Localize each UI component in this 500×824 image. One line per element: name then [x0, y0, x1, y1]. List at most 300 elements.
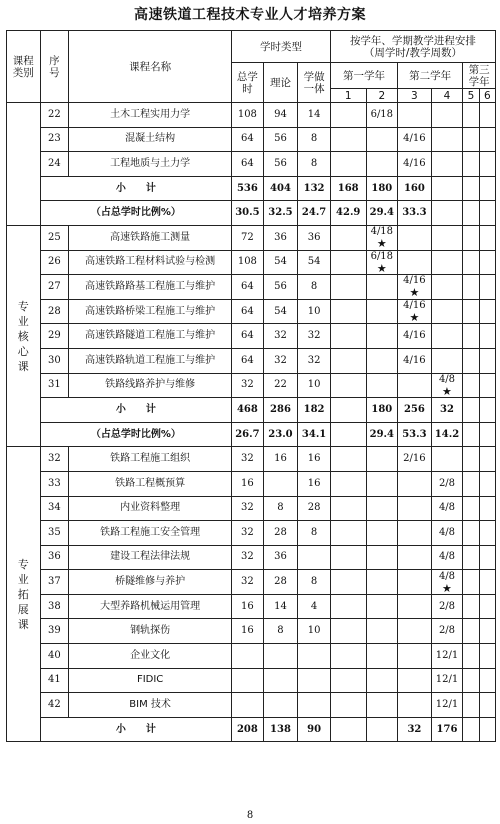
ratio-row-semester-5: [463, 201, 479, 226]
theory-hours-cell: [263, 693, 298, 718]
semester-6-cell: [479, 668, 495, 693]
seq-cell: 38: [40, 594, 69, 619]
total-hours-cell: [232, 693, 264, 718]
semester-5-cell: [463, 373, 479, 398]
semester-4-cell: 4/8: [431, 496, 463, 521]
ratio-row-semester-3: 53.3: [398, 422, 432, 447]
subtotal-row-semester-6: [479, 398, 495, 423]
semester-2-cell: [366, 545, 398, 570]
integrated-hours-cell: 32: [298, 324, 331, 349]
semester-3-cell: 4/16 ★: [398, 299, 432, 324]
semester-4-cell: 4/8: [431, 545, 463, 570]
course-name-cell: 高速铁路轨道工程施工与维护: [69, 348, 232, 373]
table-row: [7, 324, 496, 349]
header-integrated: 学做 一体: [298, 63, 331, 103]
semester-5-cell: [463, 545, 479, 570]
semester-2-cell: [366, 619, 398, 644]
subtotal-row-label: 小 计: [40, 176, 231, 201]
semester-5-cell: [463, 447, 479, 472]
seq-cell: 37: [40, 570, 69, 595]
total-hours-cell: 32: [232, 570, 264, 595]
seq-cell: 34: [40, 496, 69, 521]
subtotal-row-semester-3: 160: [398, 176, 432, 201]
header-hours-type: 学时类型: [232, 31, 331, 63]
subtotal-row-semester-1: [330, 717, 366, 742]
semester-1-cell: [330, 668, 366, 693]
semester-6-cell: [479, 299, 495, 324]
semester-1-cell: [330, 275, 366, 300]
header-semester-2: 2: [366, 89, 398, 103]
total-hours-cell: 64: [232, 275, 264, 300]
course-name-cell: 铁路工程施工组织: [69, 447, 232, 472]
semester-2-cell: [366, 521, 398, 546]
subtotal-row-semester-4: 176: [431, 717, 463, 742]
total-hours-cell: 32: [232, 521, 264, 546]
semester-2-cell: [366, 373, 398, 398]
semester-6-cell: [479, 496, 495, 521]
header-semester-3: 3: [398, 89, 432, 103]
semester-1-cell: [330, 594, 366, 619]
total-hours-cell: 16: [232, 471, 264, 496]
semester-3-cell: [398, 570, 432, 595]
semester-2-cell: [366, 447, 398, 472]
semester-2-cell: [366, 275, 398, 300]
semester-1-cell: [330, 619, 366, 644]
semester-6-cell: [479, 152, 495, 177]
semester-4-cell: 4/8 ★: [431, 570, 463, 595]
integrated-hours-cell: 8: [298, 127, 331, 152]
semester-5-cell: [463, 644, 479, 669]
integrated-hours-cell: 4: [298, 594, 331, 619]
table-row: [7, 521, 496, 546]
semester-6-cell: [479, 250, 495, 275]
subtotal-row-semester-3: 32: [398, 717, 432, 742]
subtotal-row-integrated: 182: [298, 398, 331, 423]
integrated-hours-cell: [298, 693, 331, 718]
semester-3-cell: 4/16: [398, 127, 432, 152]
semester-5-cell: [463, 619, 479, 644]
semester-1-cell: [330, 471, 366, 496]
ratio-row-integrated: 34.1: [298, 422, 331, 447]
seq-cell: 25: [40, 225, 69, 250]
semester-2-cell: [366, 668, 398, 693]
subtotal-row: [7, 176, 496, 201]
table-row: [7, 250, 496, 275]
semester-6-cell: [479, 348, 495, 373]
semester-3-cell: [398, 619, 432, 644]
theory-hours-cell: 22: [263, 373, 298, 398]
integrated-hours-cell: 36: [298, 225, 331, 250]
semester-4-cell: [431, 275, 463, 300]
semester-3-cell: 4/16: [398, 152, 432, 177]
ratio-row-semester-2: 29.4: [366, 422, 398, 447]
integrated-hours-cell: [298, 644, 331, 669]
ratio-row-label: （占总学时比例%）: [40, 422, 231, 447]
semester-1-cell: [330, 348, 366, 373]
semester-5-cell: [463, 324, 479, 349]
course-name-cell: 建设工程法律法规: [69, 545, 232, 570]
semester-2-cell: [366, 348, 398, 373]
semester-1-cell: [330, 570, 366, 595]
table-row: [7, 644, 496, 669]
semester-1-cell: [330, 447, 366, 472]
ratio-row-label: （占总学时比例%）: [40, 201, 231, 226]
semester-5-cell: [463, 668, 479, 693]
ratio-row-theory: 32.5: [263, 201, 298, 226]
theory-hours-cell: 36: [263, 545, 298, 570]
semester-5-cell: [463, 275, 479, 300]
theory-hours-cell: 28: [263, 570, 298, 595]
semester-2-cell: [366, 570, 398, 595]
semester-4-cell: [431, 250, 463, 275]
total-hours-cell: 72: [232, 225, 264, 250]
semester-6-cell: [479, 545, 495, 570]
subtotal-row: [7, 398, 496, 423]
header-total: 总学 时: [232, 63, 264, 103]
semester-6-cell: [479, 275, 495, 300]
semester-4-cell: [431, 348, 463, 373]
course-name-cell: 土木工程实用力学: [69, 103, 232, 128]
integrated-hours-cell: 10: [298, 299, 331, 324]
semester-2-cell: [366, 127, 398, 152]
table-row: [7, 594, 496, 619]
theory-hours-cell: 94: [263, 103, 298, 128]
semester-4-cell: 4/8 ★: [431, 373, 463, 398]
semester-6-cell: [479, 619, 495, 644]
header-theory: 理论: [263, 63, 298, 103]
integrated-hours-cell: 10: [298, 619, 331, 644]
header-year2: 第二学年: [398, 63, 463, 89]
course-name-cell: 混凝土结构: [69, 127, 232, 152]
subtotal-row-semester-2: 180: [366, 176, 398, 201]
category-cell: [7, 103, 41, 226]
total-hours-cell: 32: [232, 447, 264, 472]
semester-3-cell: [398, 103, 432, 128]
course-name-cell: 内业资料整理: [69, 496, 232, 521]
subtotal-row-total: 208: [232, 717, 264, 742]
semester-3-cell: 4/16: [398, 348, 432, 373]
semester-4-cell: 12/1: [431, 644, 463, 669]
semester-4-cell: [431, 103, 463, 128]
total-hours-cell: 64: [232, 348, 264, 373]
semester-2-cell: [366, 299, 398, 324]
semester-3-cell: [398, 668, 432, 693]
semester-6-cell: [479, 471, 495, 496]
total-hours-cell: 108: [232, 250, 264, 275]
semester-5-cell: [463, 225, 479, 250]
table-row: [7, 447, 496, 472]
seq-cell: 27: [40, 275, 69, 300]
seq-cell: 35: [40, 521, 69, 546]
seq-cell: 41: [40, 668, 69, 693]
seq-cell: 40: [40, 644, 69, 669]
semester-4-cell: 2/8: [431, 594, 463, 619]
course-name-cell: 工程地质与土力学: [69, 152, 232, 177]
semester-5-cell: [463, 521, 479, 546]
semester-3-cell: 4/16 ★: [398, 275, 432, 300]
theory-hours-cell: 56: [263, 127, 298, 152]
integrated-hours-cell: [298, 668, 331, 693]
subtotal-row-total: 536: [232, 176, 264, 201]
semester-3-cell: [398, 496, 432, 521]
ratio-row-semester-3: 33.3: [398, 201, 432, 226]
table-row: [7, 496, 496, 521]
integrated-hours-cell: 8: [298, 275, 331, 300]
curriculum-table: [6, 30, 496, 742]
table-row: [7, 152, 496, 177]
header-category: 课程 类别: [7, 31, 41, 103]
course-name-cell: 高速铁路施工测量: [69, 225, 232, 250]
table-row: [7, 619, 496, 644]
seq-cell: 24: [40, 152, 69, 177]
subtotal-row-semester-5: [463, 717, 479, 742]
semester-1-cell: [330, 152, 366, 177]
subtotal-row: [7, 717, 496, 742]
semester-1-cell: [330, 127, 366, 152]
ratio-row-semester-4: [431, 201, 463, 226]
theory-hours-cell: 14: [263, 594, 298, 619]
semester-1-cell: [330, 324, 366, 349]
semester-3-cell: [398, 521, 432, 546]
theory-hours-cell: 54: [263, 250, 298, 275]
course-name-cell: 高速铁路路基工程施工与维护: [69, 275, 232, 300]
semester-5-cell: [463, 250, 479, 275]
table-row: [7, 471, 496, 496]
star-icon: ★: [409, 286, 420, 300]
course-name-cell: 高速铁路工程材料试验与检测: [69, 250, 232, 275]
subtotal-row-semester-6: [479, 717, 495, 742]
semester-4-cell: 4/8: [431, 521, 463, 546]
seq-cell: 30: [40, 348, 69, 373]
total-hours-cell: 108: [232, 103, 264, 128]
integrated-hours-cell: 8: [298, 570, 331, 595]
category-cell: 专 业 拓 展 课: [7, 447, 41, 742]
star-icon: ★: [442, 384, 452, 398]
ratio-row-integrated: 24.7: [298, 201, 331, 226]
semester-1-cell: [330, 225, 366, 250]
subtotal-row-theory: 138: [263, 717, 298, 742]
subtotal-row-label: 小 计: [40, 717, 231, 742]
subtotal-row-semester-5: [463, 176, 479, 201]
semester-3-cell: [398, 471, 432, 496]
course-name-cell: 大型养路机械运用管理: [69, 594, 232, 619]
semester-5-cell: [463, 471, 479, 496]
subtotal-row-label: 小 计: [40, 398, 231, 423]
integrated-hours-cell: 32: [298, 348, 331, 373]
semester-6-cell: [479, 594, 495, 619]
subtotal-row-semester-3: 256: [398, 398, 432, 423]
semester-5-cell: [463, 496, 479, 521]
semester-4-cell: [431, 225, 463, 250]
star-icon: ★: [442, 581, 452, 595]
semester-4-cell: [431, 127, 463, 152]
semester-6-cell: [479, 570, 495, 595]
semester-1-cell: [330, 545, 366, 570]
ratio-row-total: 30.5: [232, 201, 264, 226]
header-seq: 序 号: [40, 31, 69, 103]
table-row: [7, 225, 496, 250]
semester-4-cell: [431, 447, 463, 472]
table-row: [7, 570, 496, 595]
semester-6-cell: [479, 324, 495, 349]
subtotal-row-semester-1: 168: [330, 176, 366, 201]
semester-1-cell: [330, 103, 366, 128]
course-name-cell: 桥隧维修与养护: [69, 570, 232, 595]
seq-cell: 28: [40, 299, 69, 324]
header-schedule: 按学年、学期教学进程安排 （周学时/教学周数）: [330, 31, 495, 63]
subtotal-row-theory: 286: [263, 398, 298, 423]
semester-6-cell: [479, 127, 495, 152]
semester-5-cell: [463, 348, 479, 373]
table-row: [7, 693, 496, 718]
table-row: [7, 373, 496, 398]
semester-2-cell: [366, 594, 398, 619]
theory-hours-cell: 32: [263, 324, 298, 349]
semester-4-cell: 2/8: [431, 471, 463, 496]
total-hours-cell: 64: [232, 152, 264, 177]
subtotal-row-integrated: 90: [298, 717, 331, 742]
semester-4-cell: [431, 324, 463, 349]
semester-1-cell: [330, 250, 366, 275]
semester-5-cell: [463, 152, 479, 177]
semester-1-cell: [330, 373, 366, 398]
semester-2-cell: 4/18 ★: [366, 225, 398, 250]
integrated-hours-cell: 8: [298, 521, 331, 546]
subtotal-row-total: 468: [232, 398, 264, 423]
integrated-hours-cell: 14: [298, 103, 331, 128]
header-year3: 第三 学年: [463, 63, 496, 89]
table-row: [7, 668, 496, 693]
semester-3-cell: [398, 545, 432, 570]
seq-cell: 39: [40, 619, 69, 644]
table-row: [7, 103, 496, 128]
total-hours-cell: 32: [232, 545, 264, 570]
semester-6-cell: [479, 103, 495, 128]
table-row: [7, 127, 496, 152]
seq-cell: 29: [40, 324, 69, 349]
seq-cell: 36: [40, 545, 69, 570]
semester-3-cell: [398, 225, 432, 250]
semester-6-cell: [479, 447, 495, 472]
course-name-cell: 高速铁路隧道工程施工与维护: [69, 324, 232, 349]
theory-hours-cell: 8: [263, 619, 298, 644]
semester-4-cell: 2/8: [431, 619, 463, 644]
subtotal-row-semester-4: [431, 176, 463, 201]
semester-3-cell: [398, 693, 432, 718]
semester-4-cell: 12/1: [431, 668, 463, 693]
page-number: 8: [246, 810, 254, 821]
course-name-cell: 铁路线路养护与维修: [69, 373, 232, 398]
ratio-row-semester-6: [479, 201, 495, 226]
total-hours-cell: 16: [232, 619, 264, 644]
theory-hours-cell: 56: [263, 152, 298, 177]
semester-3-cell: 2/16: [398, 447, 432, 472]
integrated-hours-cell: 16: [298, 471, 331, 496]
course-name-cell: BIM 技术: [69, 693, 232, 718]
semester-2-cell: [366, 471, 398, 496]
header-semester-6: 6: [479, 89, 495, 103]
category-cell: 专 业 核 心 课: [7, 225, 41, 446]
subtotal-row-theory: 404: [263, 176, 298, 201]
theory-hours-cell: 36: [263, 225, 298, 250]
theory-hours-cell: 8: [263, 496, 298, 521]
subtotal-row-integrated: 132: [298, 176, 331, 201]
semester-2-cell: [366, 496, 398, 521]
semester-2-cell: [366, 693, 398, 718]
ratio-row-semester-4: 14.2: [431, 422, 463, 447]
course-name-cell: 高速铁路桥梁工程施工与维护: [69, 299, 232, 324]
theory-hours-cell: 54: [263, 299, 298, 324]
star-icon: ★: [409, 311, 420, 324]
course-name-cell: FIDIC: [69, 668, 232, 693]
integrated-hours-cell: 54: [298, 250, 331, 275]
header-course-name: 课程名称: [69, 31, 232, 103]
semester-2-cell: 6/18 ★: [366, 250, 398, 275]
total-hours-cell: 32: [232, 373, 264, 398]
semester-4-cell: 12/1: [431, 693, 463, 718]
table-row: [7, 348, 496, 373]
total-hours-cell: 32: [232, 496, 264, 521]
total-hours-cell: [232, 668, 264, 693]
semester-5-cell: [463, 570, 479, 595]
semester-2-cell: [366, 152, 398, 177]
semester-6-cell: [479, 225, 495, 250]
ratio-row-semester-2: 29.4: [366, 201, 398, 226]
ratio-row-semester-6: [479, 422, 495, 447]
semester-6-cell: [479, 644, 495, 669]
seq-cell: 23: [40, 127, 69, 152]
subtotal-row-semester-4: 32: [431, 398, 463, 423]
integrated-hours-cell: 28: [298, 496, 331, 521]
theory-hours-cell: 56: [263, 275, 298, 300]
semester-1-cell: [330, 299, 366, 324]
course-name-cell: 企业文化: [69, 644, 232, 669]
semester-4-cell: [431, 299, 463, 324]
semester-3-cell: [398, 373, 432, 398]
semester-2-cell: 6/18: [366, 103, 398, 128]
seq-cell: 22: [40, 103, 69, 128]
semester-3-cell: [398, 594, 432, 619]
total-hours-cell: 64: [232, 299, 264, 324]
semester-3-cell: 4/16: [398, 324, 432, 349]
header-semester-1: 1: [330, 89, 366, 103]
semester-3-cell: [398, 250, 432, 275]
header-semester-4: 4: [431, 89, 463, 103]
total-hours-cell: 16: [232, 594, 264, 619]
course-name-cell: 铁路工程概预算: [69, 471, 232, 496]
ratio-row-semester-1: [330, 422, 366, 447]
ratio-row: [7, 201, 496, 226]
semester-5-cell: [463, 299, 479, 324]
semester-5-cell: [463, 103, 479, 128]
integrated-hours-cell: 8: [298, 152, 331, 177]
semester-3-cell: [398, 644, 432, 669]
seq-cell: 32: [40, 447, 69, 472]
star-icon: ★: [376, 237, 387, 251]
ratio-row-theory: 23.0: [263, 422, 298, 447]
ratio-row-semester-1: 42.9: [330, 201, 366, 226]
theory-hours-cell: 32: [263, 348, 298, 373]
semester-2-cell: [366, 644, 398, 669]
table-row: [7, 299, 496, 324]
semester-5-cell: [463, 594, 479, 619]
semester-1-cell: [330, 496, 366, 521]
semester-6-cell: [479, 693, 495, 718]
integrated-hours-cell: [298, 545, 331, 570]
course-name-cell: 钢轨探伤: [69, 619, 232, 644]
header-year1: 第一学年: [330, 63, 397, 89]
seq-cell: 33: [40, 471, 69, 496]
